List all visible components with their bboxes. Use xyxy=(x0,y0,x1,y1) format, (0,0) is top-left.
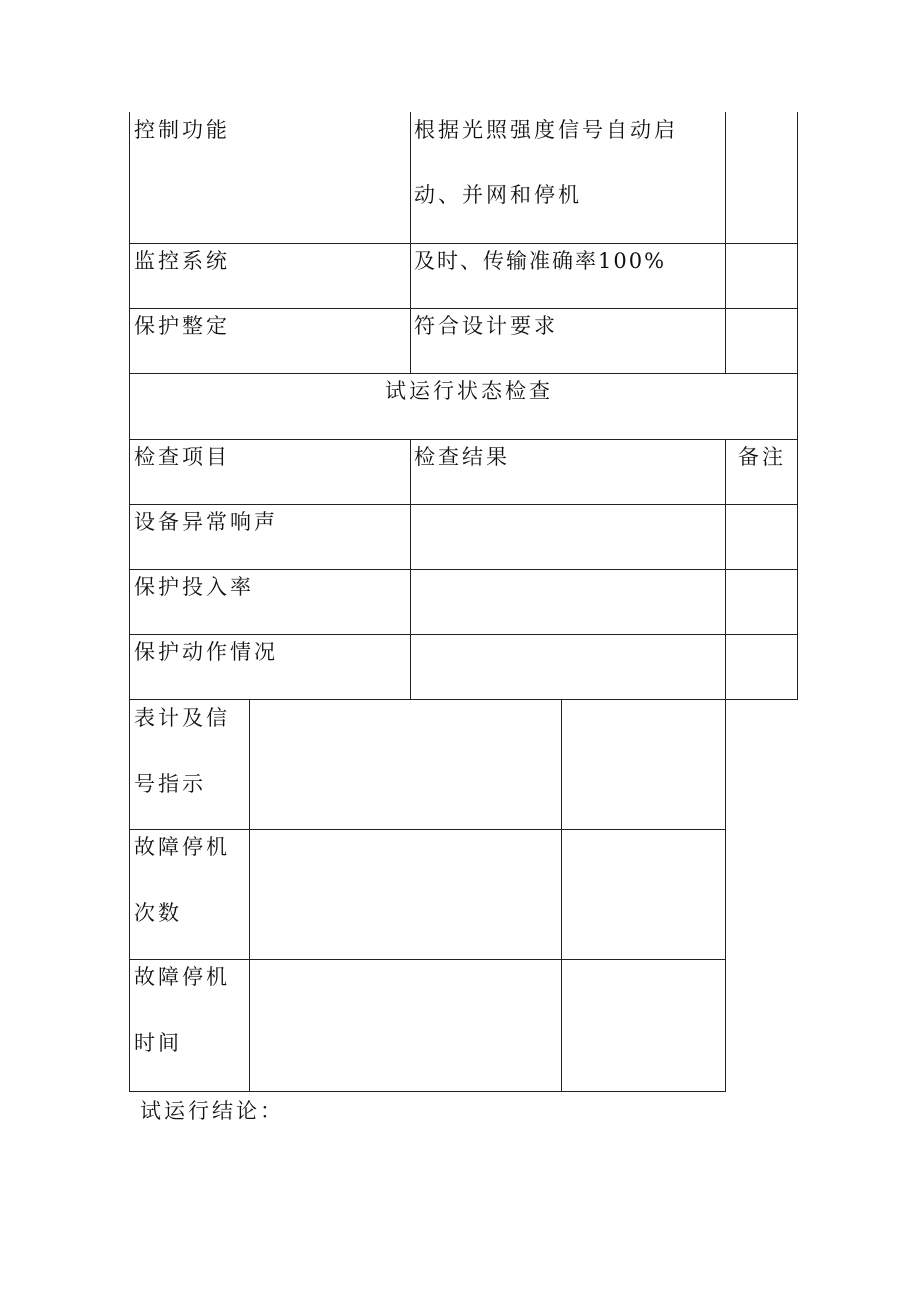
row-line xyxy=(129,959,726,960)
table-border-left xyxy=(129,112,130,700)
cell-fault-time-line2: 时间 xyxy=(134,1031,182,1055)
header-result: 检查结果 xyxy=(414,445,510,469)
cell-meter-line2: 号指示 xyxy=(134,772,206,796)
row-line xyxy=(129,439,798,440)
row-line xyxy=(129,569,798,570)
cell-value-monitoring: 及时、传输准确率100% xyxy=(414,249,667,273)
cell-fault-time-line1: 故障停机 xyxy=(134,965,230,989)
row-line xyxy=(129,504,798,505)
lower-table xyxy=(0,700,920,1100)
cell-value-line1: 根据光照强度信号自动启 xyxy=(414,118,678,142)
cell-value-protection: 符合设计要求 xyxy=(414,314,558,338)
row-line xyxy=(129,308,798,309)
cell-meter-line1: 表计及信 xyxy=(134,706,230,730)
column-divider-1 xyxy=(249,700,250,1092)
row-line xyxy=(129,373,798,374)
check-item-protection-rate: 保护投入率 xyxy=(134,575,254,599)
table-border-left xyxy=(129,700,130,1092)
cell-fault-count-line2: 次数 xyxy=(134,901,182,925)
row-line xyxy=(129,829,726,830)
section-title: 试运行状态检查 xyxy=(385,379,553,403)
cell-value-line2: 动、并网和停机 xyxy=(414,183,582,207)
header-note: 备注 xyxy=(738,445,786,469)
cell-item-protection-setting: 保护整定 xyxy=(134,314,230,338)
check-item-protection-action: 保护动作情况 xyxy=(134,640,278,664)
cell-fault-count-line1: 故障停机 xyxy=(134,835,230,859)
check-item-abnormal-noise: 设备异常响声 xyxy=(134,510,278,534)
cell-item-monitoring-system: 监控系统 xyxy=(134,249,230,273)
header-item: 检查项目 xyxy=(134,445,230,469)
column-divider-2 xyxy=(561,700,562,1092)
cell-item-control-function: 控制功能 xyxy=(134,118,230,142)
table-border-right xyxy=(725,700,726,1092)
row-line xyxy=(129,1091,726,1092)
table-border-right xyxy=(797,112,798,700)
row-line xyxy=(129,634,798,635)
row-line xyxy=(129,243,798,244)
conclusion-label: 试运行结论： xyxy=(140,1099,284,1123)
